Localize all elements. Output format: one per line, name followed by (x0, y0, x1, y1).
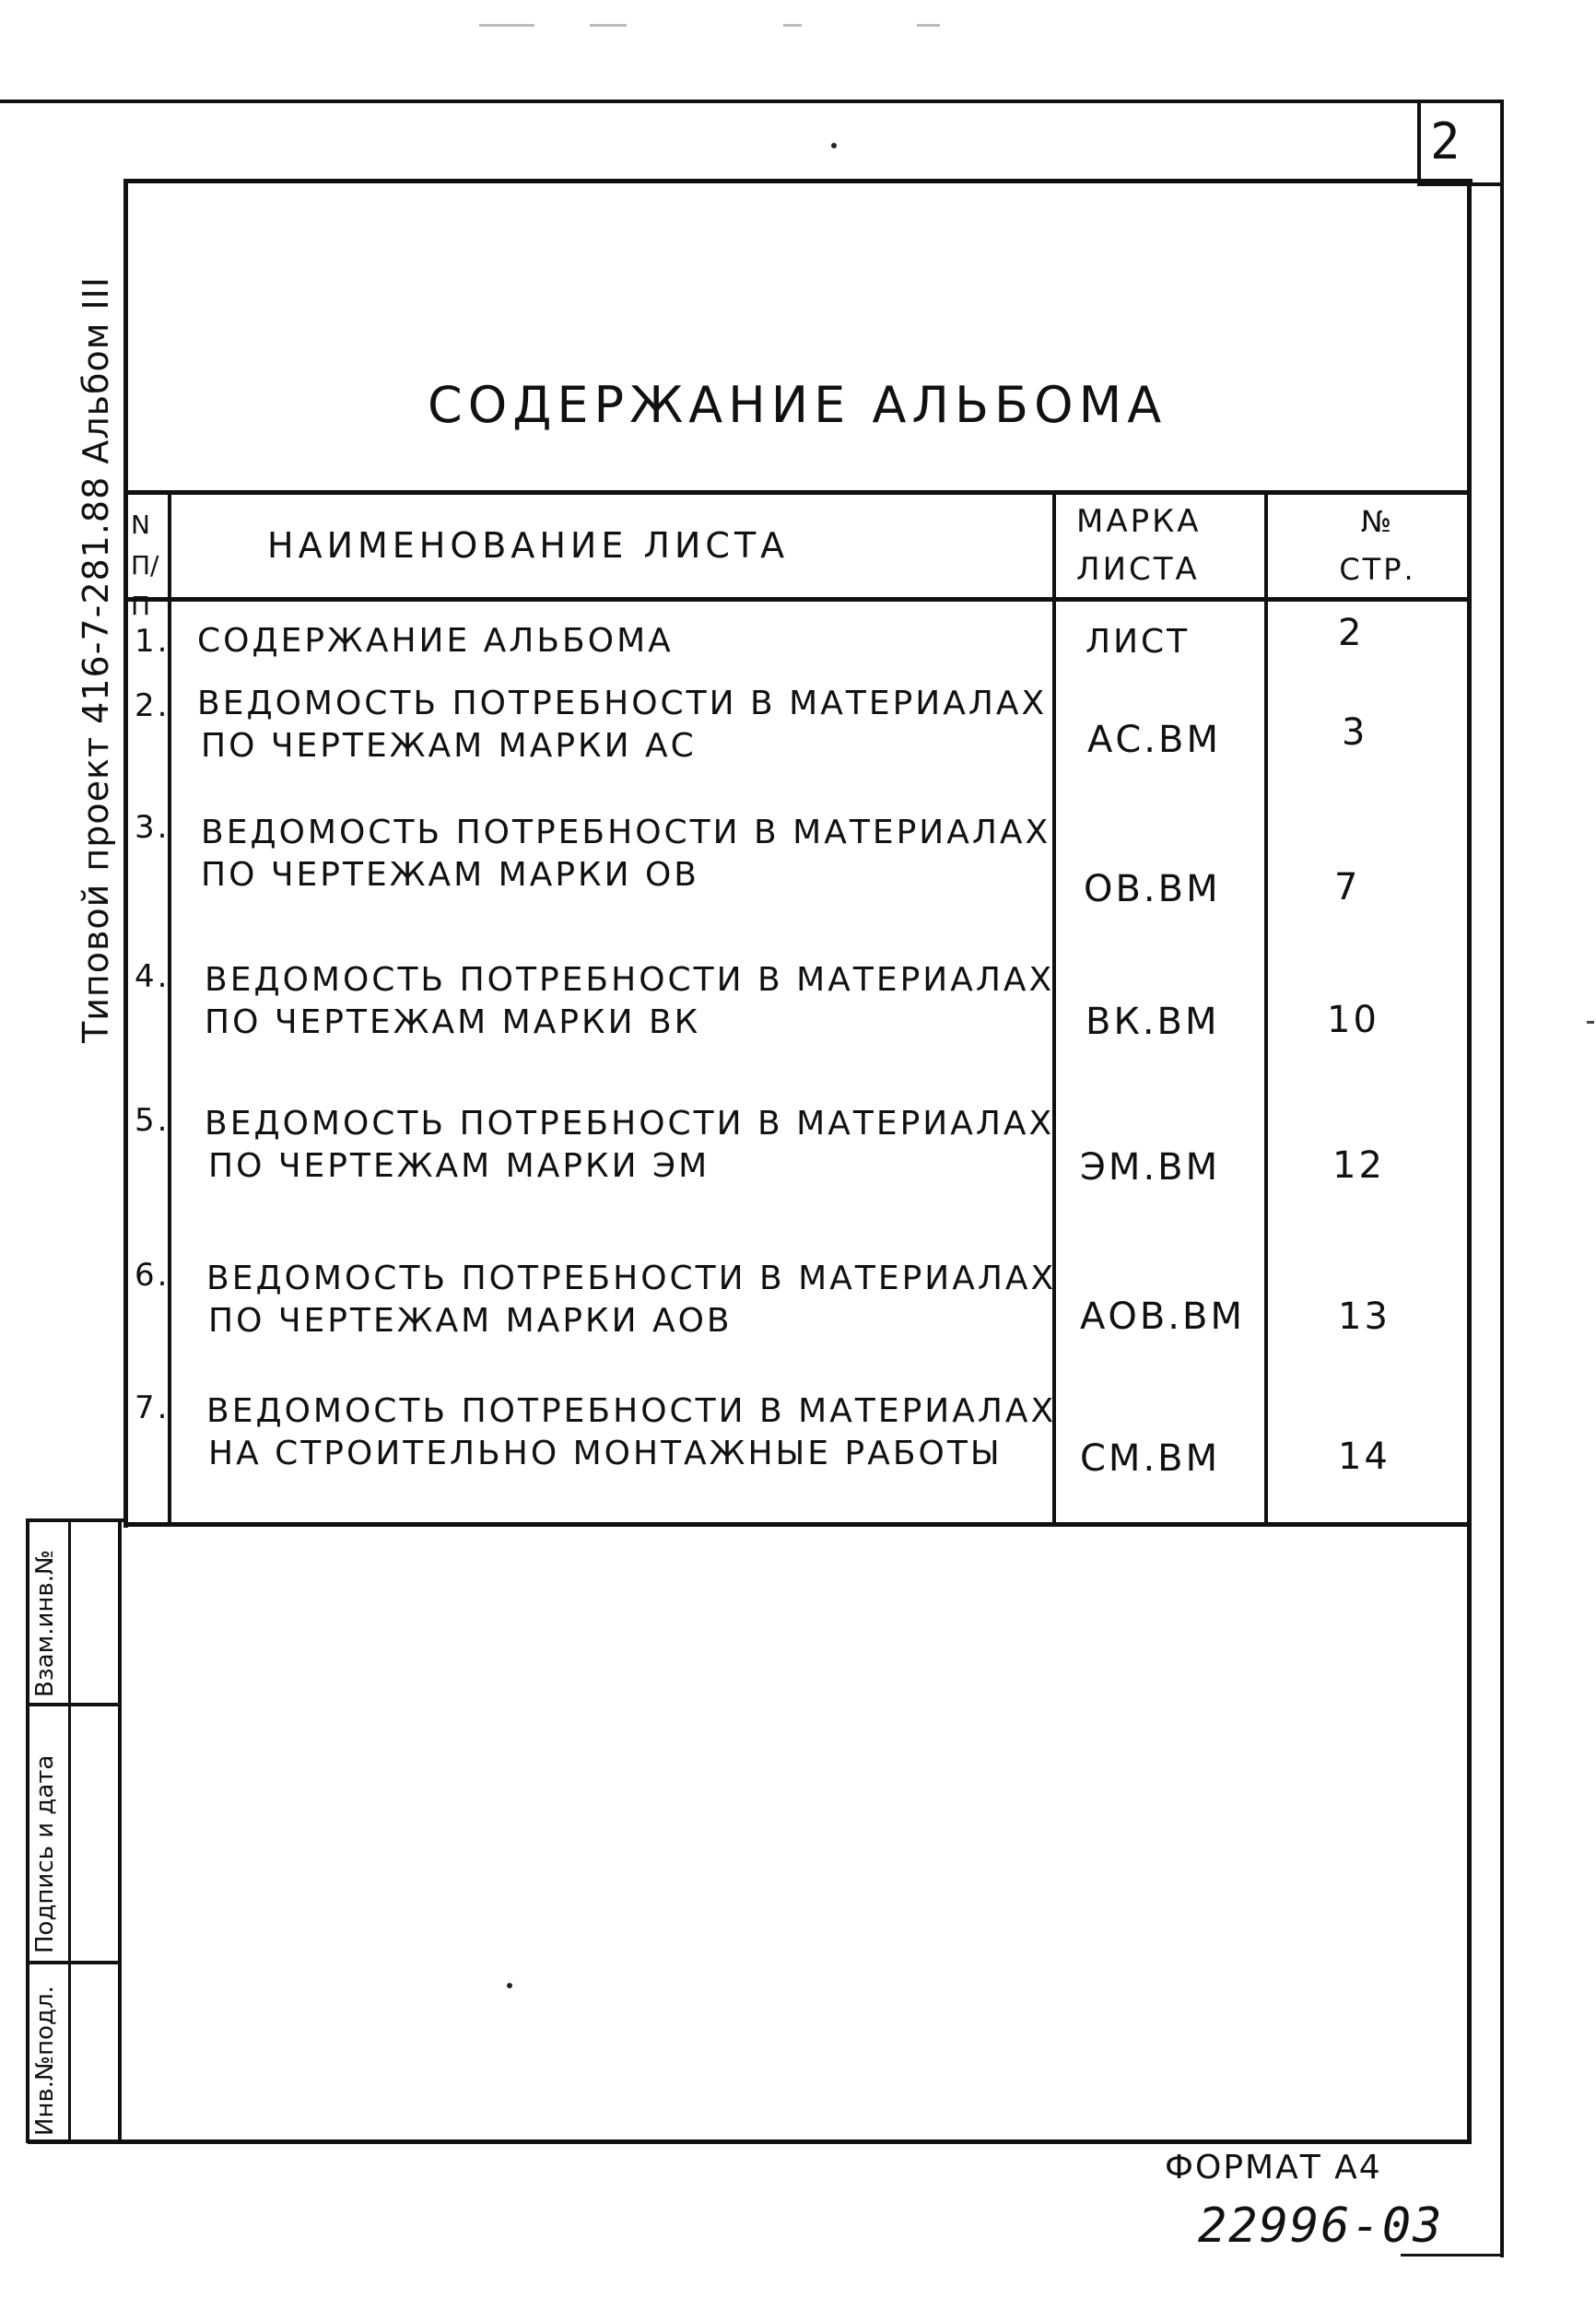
scan-speck (507, 1983, 512, 1988)
stamp-label-inv: Инв.№подл. (31, 1986, 59, 2136)
row-page: 12 (1332, 1144, 1385, 1187)
row-name-line1: ВЕДОМОСТЬ ПОТРЕБНОСТИ В МАТЕРИАЛАХ (201, 814, 1051, 851)
scan-mark (917, 24, 940, 27)
row-number: 3. (135, 809, 170, 846)
row-number: 7. (135, 1389, 170, 1426)
row-name-line2: ПО ЧЕРТЕЖАМ МАРКИ АОВ (208, 1302, 733, 1340)
doc-number: 22996-03 (1198, 2198, 1444, 2254)
outer-border-bottom (1401, 2254, 1504, 2257)
stamp-label-podpis: Подпись и дата (31, 1754, 59, 1953)
row-name-line2: ПО ЧЕРТЕЖАМ МАРКИ АС (201, 727, 697, 765)
sheet-number: 2 (1430, 112, 1461, 170)
row-page: 10 (1327, 999, 1379, 1041)
scan-mark (783, 24, 802, 27)
row-number: 6. (135, 1257, 170, 1294)
row-page: 3 (1342, 711, 1368, 754)
row-mark: АОВ.ВМ (1080, 1295, 1245, 1338)
format-label: ФОРМАТ А4 (1165, 2149, 1382, 2186)
row-name-line2: НА СТРОИТЕЛЬНО МОНТАЖНЫЕ РАБОТЫ (208, 1435, 1003, 1472)
sheet-box-left (1417, 101, 1421, 186)
row-page: 14 (1338, 1436, 1391, 1478)
outer-border-right (1500, 100, 1504, 2257)
stamp-divider-2 (26, 1961, 122, 1964)
table-header-line (123, 597, 1472, 602)
row-name-line1: ВЕДОМОСТЬ ПОТРЕБНОСТИ В МАТЕРИАЛАХ (197, 685, 1048, 722)
row-name-line2: ПО ЧЕРТЕЖАМ МАРКИ ЭМ (208, 1147, 710, 1185)
row-mark: ЭМ.ВМ (1080, 1146, 1221, 1189)
frame-top (127, 179, 1473, 183)
stamp-divider-3 (68, 1518, 71, 2143)
row-page: 7 (1334, 866, 1361, 908)
row-name-line2: ПО ЧЕРТЕЖАМ МАРКИ ВК (205, 1003, 701, 1041)
row-name-line1: ВЕДОМОСТЬ ПОТРЕБНОСТИ В МАТЕРИАЛАХ (206, 1392, 1057, 1430)
header-num: N П/П (131, 510, 159, 621)
row-mark: ОВ.ВМ (1084, 868, 1221, 910)
stamp-label-vzam: Взам.инв.№ (31, 1550, 59, 1697)
frame-left (123, 179, 128, 1528)
row-page: 2 (1338, 612, 1365, 654)
frame-bottom (28, 2139, 1472, 2144)
table-bottom-line (123, 1522, 1472, 1527)
side-label: Типовой проект 416-7-281.88 Альбом III (76, 275, 116, 1043)
row-number: 1. (135, 623, 170, 660)
page-title: СОДЕРЖАНИЕ АЛЬБОМА (428, 376, 1168, 434)
row-name-line2: ПО ЧЕРТЕЖАМ МАРКИ ОВ (201, 856, 699, 894)
frame-right (1467, 179, 1472, 2143)
header-mark: МАРКА ЛИСТА (1076, 503, 1202, 588)
row-mark: ЛИСТ (1086, 623, 1191, 661)
stamp-outer-top (26, 1518, 127, 1522)
row-mark: СМ.ВМ (1080, 1437, 1221, 1480)
row-name-line1: ВЕДОМОСТЬ ПОТРЕБНОСТИ В МАТЕРИАЛАХ (205, 961, 1055, 999)
row-number: 4. (135, 958, 170, 995)
col-line-name (1052, 490, 1056, 1527)
stamp-divider-1 (26, 1703, 122, 1706)
row-number: 2. (135, 687, 170, 724)
stamp-inner-right (118, 1518, 122, 2143)
row-number: 5. (135, 1102, 170, 1139)
header-name: НАИМЕНОВАНИЕ ЛИСТА (267, 525, 790, 566)
outer-border-top (0, 100, 1504, 103)
stamp-outer-left (26, 1518, 29, 2143)
col-line-mark (1264, 490, 1268, 1527)
scan-mark (590, 24, 627, 27)
row-name-line1: ВЕДОМОСТЬ ПОТРЕБНОСТИ В МАТЕРИАЛАХ (205, 1105, 1055, 1143)
row-name-line1: ВЕДОМОСТЬ ПОТРЕБНОСТИ В МАТЕРИАЛАХ (206, 1260, 1057, 1297)
scan-mark (1587, 1021, 1594, 1024)
scan-mark (479, 24, 534, 27)
header-page: № СТР. (1339, 504, 1416, 587)
table-top-line (123, 490, 1472, 495)
scan-speck (831, 143, 837, 148)
row-page: 13 (1338, 1295, 1391, 1338)
row-name-line1: СОДЕРЖАНИЕ АЛЬБОМА (197, 622, 674, 660)
row-mark: ВК.ВМ (1086, 1001, 1220, 1043)
row-mark: АС.ВМ (1087, 719, 1221, 761)
